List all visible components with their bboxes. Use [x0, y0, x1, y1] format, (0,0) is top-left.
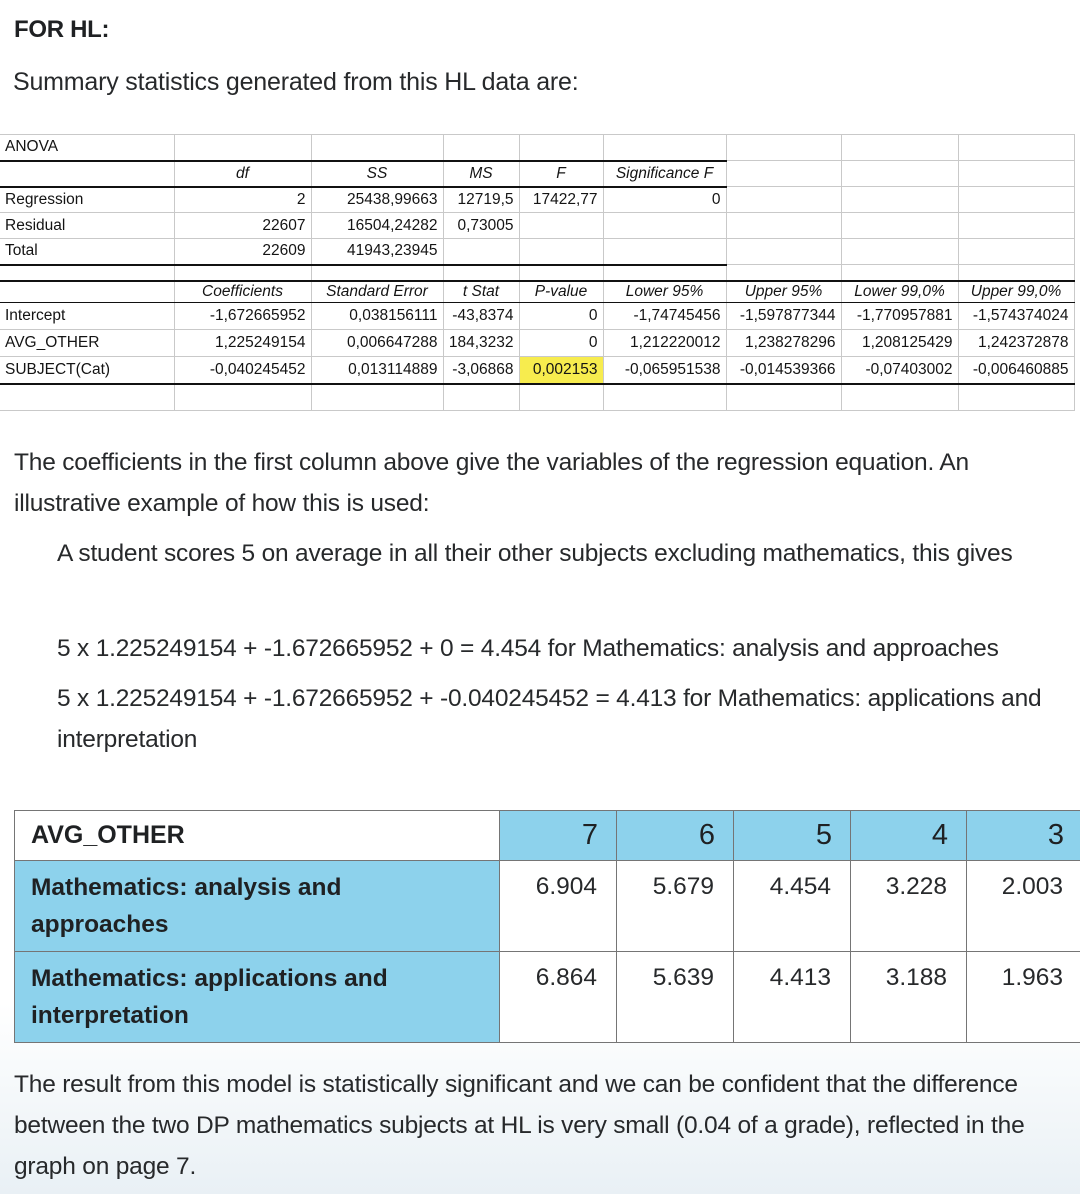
col-upper-99: Upper 99,0% — [958, 281, 1074, 303]
anova-title-row — [0, 135, 1074, 161]
col-p-value: P-value — [519, 281, 603, 303]
grade-col-4: 4 — [851, 811, 967, 861]
coef-row-avg-other: AVG_OTHER 1,225249154 0,006647288 184,3232 0 1,212220012 1,238278296 1,208125429 1,242372878 — [0, 330, 1074, 357]
grade-col-3: 3 — [967, 811, 1080, 861]
equation-applications-interpretation: 5 x 1.225249154 + -1.672665952 + -0.040245452 = 4.413 for Mathematics: applications and interpretation — [57, 685, 1042, 753]
subject-label: Mathematics: applications and interpretation — [15, 952, 500, 1043]
coefficients-header-row — [0, 281, 1074, 303]
anova-header-row — [0, 161, 1074, 187]
highlighted-p-value-cell: 0,002153 — [519, 357, 603, 384]
sheet-spacer-row — [0, 265, 1074, 281]
col-t-stat: t Stat — [443, 281, 519, 303]
intro-text: Summary statistics generated from this HL data are: — [13, 68, 579, 96]
anova-row-regression: Regression 2 25438,99663 12719,5 17422,77 0 — [0, 187, 1074, 213]
col-standard-error: Standard Error — [311, 281, 443, 303]
paragraph-conclusion: The result from this model is statistically significant and we can be confident that the difference between the two DP mathematics subjects at HL is very small (0.04 of a grade), reflected in the graph on page 7. — [14, 1071, 1025, 1180]
col-f: F — [519, 161, 603, 187]
grade-table-header-row — [15, 811, 1080, 861]
col-coefficients: Coefficients — [174, 281, 311, 303]
col-significance-f: Significance F — [603, 161, 726, 187]
grade-col-6: 6 — [617, 811, 734, 861]
equation-analysis-approaches: 5 x 1.225249154 + -1.672665952 + 0 = 4.454 for Mathematics: analysis and approaches — [57, 635, 999, 662]
grade-col-5: 5 — [734, 811, 851, 861]
grade-col-7: 7 — [500, 811, 617, 861]
section-heading: FOR HL: — [14, 16, 110, 43]
col-lower-95: Lower 95% — [603, 281, 726, 303]
anova-label: ANOVA — [0, 135, 174, 161]
anova-row-total: Total 22609 41943,23945 — [0, 239, 1074, 265]
coef-row-intercept: Intercept -1,672665952 0,038156111 -43,8374 0 -1,74745456 -1,597877344 -1,770957881 -1,574374024 — [0, 303, 1074, 330]
coef-row-subject-cat: SUBJECT(Cat) -0,040245452 0,013114889 -3,06868 0,002153 -0,065951538 -0,014539366 -0,07403002 -0,006460885 — [0, 357, 1074, 384]
paragraph-example-intro: A student scores 5 on average in all their other subjects excluding mathematics, this gives — [57, 540, 1013, 567]
col-upper-95: Upper 95% — [726, 281, 841, 303]
grade-row-analysis-approaches: Mathematics: analysis and approaches 6.904 5.679 4.454 3.228 2.003 — [15, 861, 1080, 952]
grade-prediction-table-wrap — [14, 810, 1080, 1043]
subject-label: Mathematics: analysis and approaches — [15, 861, 500, 952]
sheet-trailing-row — [0, 384, 1074, 411]
anova-row-residual: Residual 22607 16504,24282 0,73005 — [0, 213, 1074, 239]
paragraph-coefficients-explanation: The coefficients in the first column above give the variables of the regression equation. An illustrative example of how this is used: — [14, 449, 969, 517]
regression-output-sheet — [0, 134, 1075, 411]
col-lower-99: Lower 99,0% — [841, 281, 958, 303]
grade-row-applications-interpretation: Mathematics: applications and interpretation 6.864 5.639 4.413 3.188 1.963 — [15, 952, 1080, 1043]
grade-prediction-table — [14, 810, 1080, 1043]
col-df: df — [174, 161, 311, 187]
col-ms: MS — [443, 161, 519, 187]
col-ss: SS — [311, 161, 443, 187]
anova-coefficients-table — [0, 134, 1075, 411]
avg-other-header: AVG_OTHER — [15, 811, 500, 861]
